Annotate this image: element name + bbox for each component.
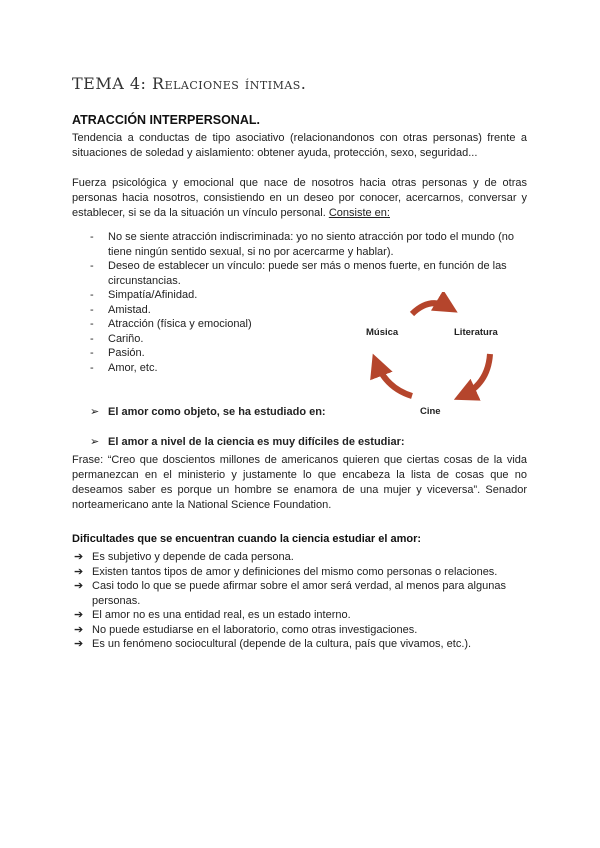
list-item: - Deseo de establecer un vínculo: puede ser más o menos fuerte, en función de las circunstancias. bbox=[90, 260, 507, 287]
arrow-right-icon: ➔ bbox=[74, 638, 84, 650]
dificultades-list bbox=[74, 550, 529, 652]
paragraph-fuerza bbox=[72, 176, 527, 221]
section-heading-dificultades: Dificultades que se encuentran cuando la ciencia estudiar el amor: bbox=[72, 533, 422, 545]
arrowhead-icon: ➢ bbox=[90, 406, 100, 418]
list-item: - Pasión. bbox=[90, 347, 145, 359]
bullet-amor-ciencia: ➢ El amor a nivel de la ciencia es muy difíciles de estudiar: bbox=[90, 436, 405, 448]
arrow-right-icon: ➔ bbox=[74, 609, 84, 621]
diagram-label-literatura: Literatura bbox=[454, 327, 498, 338]
cycle-diagram-svg bbox=[350, 292, 525, 417]
arrow-right bbox=[462, 354, 490, 396]
paragraph-definition: Tendencia a conductas de tipo asociativo (relacionandonos con otras personas) frente a situaciones de soledad y aislamiento: obtener ayuda, protección, sexo, seguridad... bbox=[72, 132, 527, 159]
list-item: ➔ Es subjetivo y depende de cada persona. bbox=[74, 551, 294, 563]
list-item: - Cariño. bbox=[90, 332, 144, 345]
list-item: ➔ Casi todo lo que se puede afirmar sobre el amor será verdad, al menos para algunas personas. bbox=[74, 580, 506, 607]
list-item: ➔ Es un fenómeno sociocultural (depende de la cultura, país que vivamos, etc.). bbox=[74, 638, 472, 650]
arrow-left bbox=[376, 362, 412, 396]
paragraph-frase: Frase: “Creo que doscientos millones de americanos quieren que ciertas cosas de la vida permanezcan en el ministerio y justamente lo que encabeza la lista de cosas que no deseamos saber es porque un hombre se enamora de una mujer y viceversa”. Senador norteamericano ante la National Science Foundation. bbox=[72, 454, 527, 511]
section-heading-atraccion: ATRACCIÓN INTERPERSONAL. bbox=[72, 113, 260, 127]
list-item: - Atracción (física y emocional) bbox=[90, 318, 252, 330]
page-title: TEMA 4: Relaciones íntimas. bbox=[72, 74, 307, 93]
diagram-label-musica: Música bbox=[366, 327, 399, 338]
diagram-label-cine: Cine bbox=[420, 406, 441, 417]
list-item: - No se siente atracción indiscriminada: yo no siento atracción por todo el mundo (no tiene ningún sentido sexual, si no por acercarme y hablar). bbox=[90, 231, 515, 258]
arrow-right-icon: ➔ bbox=[74, 580, 84, 592]
list-item: ➔ El amor no es una entidad real, es un estado interno. bbox=[74, 609, 351, 621]
arrowhead-icon: ➢ bbox=[90, 436, 100, 448]
arrow-right-icon: ➔ bbox=[74, 565, 84, 578]
arrow-right-icon: ➔ bbox=[74, 623, 84, 636]
list-item: ➔ Existen tantos tipos de amor y definiciones del mismo como personas o relaciones. bbox=[74, 565, 498, 578]
paragraph-fuerza-text: Fuerza psicológica y emocional que nace de nosotros hacia otras personas y de otras personas hacia nosotros, consistiendo en un deseo por conocer, acercarnos, conversar y establecer, si se da la situación un vínculo personal. bbox=[72, 177, 527, 219]
arrow-top bbox=[412, 303, 450, 314]
list-item: ➔ No puede estudiarse en el laboratorio, como otras investigaciones. bbox=[74, 623, 418, 636]
cycle-diagram bbox=[350, 292, 525, 417]
consiste-en-label: Consiste en: bbox=[328, 207, 390, 219]
arrow-right-icon: ➔ bbox=[74, 551, 84, 563]
bullet-amor-objeto: ➢ El amor como objeto, se ha estudiado en: bbox=[90, 406, 326, 418]
list-item: - Amistad. bbox=[90, 303, 151, 316]
list-item: - Simpatía/Afinidad. bbox=[90, 289, 198, 301]
list-item: - Amor, etc. bbox=[90, 361, 158, 374]
